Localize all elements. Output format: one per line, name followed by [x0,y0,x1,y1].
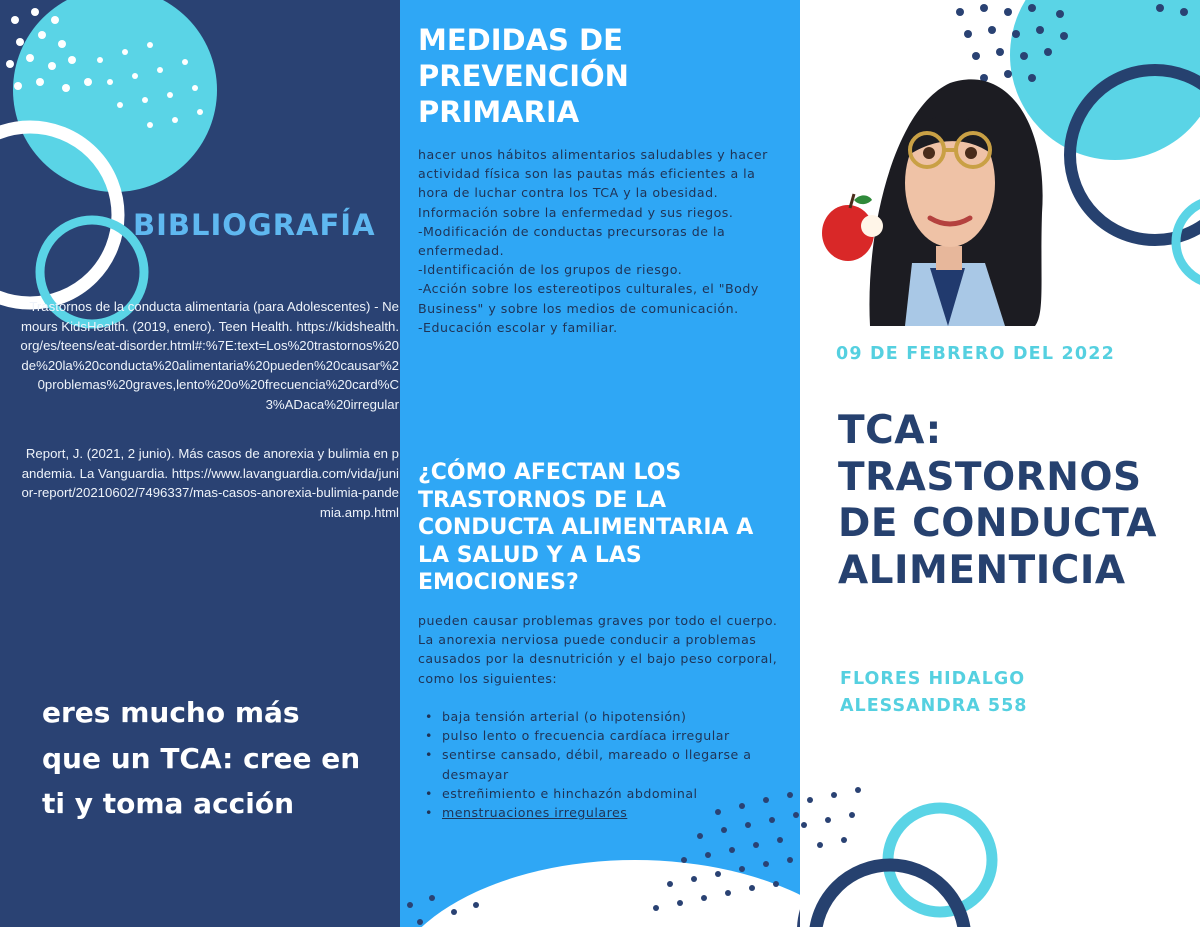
list-item: • estreñimiento e hinchazón abdominal [422,784,782,803]
list-item: • pulso lento o frecuencia cardíaca irregular [422,726,782,745]
reference-lavanguardia: Report, J. (2021, 2 junio). Más casos de anorexia y bulimia en pandemia. La Vanguardia. https://www.lavanguardia.com/vida/junior-report/20210602/7496337/mas-casos-anorexia-bulimia-pandemia.amp.html [21,446,399,520]
author-line-1: FLORES HIDALGO [840,669,1026,689]
author-name [840,666,1027,720]
page-title: TCA: TRASTORNOS DE CONDUCTA ALIMENTICIA [838,408,1157,593]
prevention-text: hacer unos hábitos alimentarios saludables y hacer actividad física son las pautas más eficientes a la hora de luchar contra los TCA y la obesidad. Información sobre la enfermedad y sus riegos. -Modificación de conductas precursoras de la enfermedad. -Identificación de los grupos de riesgo. -Acción sobre los estereotipos culturales, el "Body Business" y sobre los medios de comunicación. -Educación escolar y familiar. [418,147,768,335]
aqua-ring-right [1176,200,1200,284]
author-line-2: ALESSANDRA 558 [840,696,1028,716]
list-item: • baja tensión arterial (o hipotensión) [422,707,782,726]
back-panel [0,0,400,927]
reference-kidshealth: Trastornos de la conducta alimentaria (para Adolescentes) - Nemours KidsHealth. (2019, enero). Teen Health. https://kidshealth.org/es/teens/eat-disorder.html#:%7E:text=Los%20trastornos%20de%20la%20conducta%20alimentaria%20pueden%20causar%20problemas%20graves,lento%20o%20frecuencia%20card%C3%ADaca%20irregular [20,299,399,412]
cover-panel [800,0,1200,927]
dot-pattern-bottom [801,787,861,848]
avatar-illustration [810,68,1050,330]
effects-title: ¿CÓMO AFECTAN LOS TRASTORNOS DE LA CONDUCTA ALIMENTARIA A LA SALUD Y A LAS EMOCIONES? [418,460,754,595]
bibliography-title: BIBLIOGRAFÍA [133,208,376,242]
inner-panel [400,0,800,927]
prevention-title: MEDIDAS DE PREVENCIÓN PRIMARIA [418,23,629,129]
motto-text: eres mucho más que un TCA: cree en ti y toma acción [42,696,361,820]
aqua-blob [13,0,217,192]
effects-list [422,707,782,822]
list-item: • sentirse cansado, débil, mareado o llegarse a desmayar [422,745,782,783]
effects-intro: pueden causar problemas graves por todo el cuerpo. La anorexia nerviosa puede conducir a problemas causados por la desnutrición y el bajo peso corporal, como los siguientes: [418,613,778,686]
date-label: 09 DE FEBRERO DEL 2022 [836,344,1115,364]
list-item-link[interactable]: • menstruaciones irregulares [422,803,782,822]
